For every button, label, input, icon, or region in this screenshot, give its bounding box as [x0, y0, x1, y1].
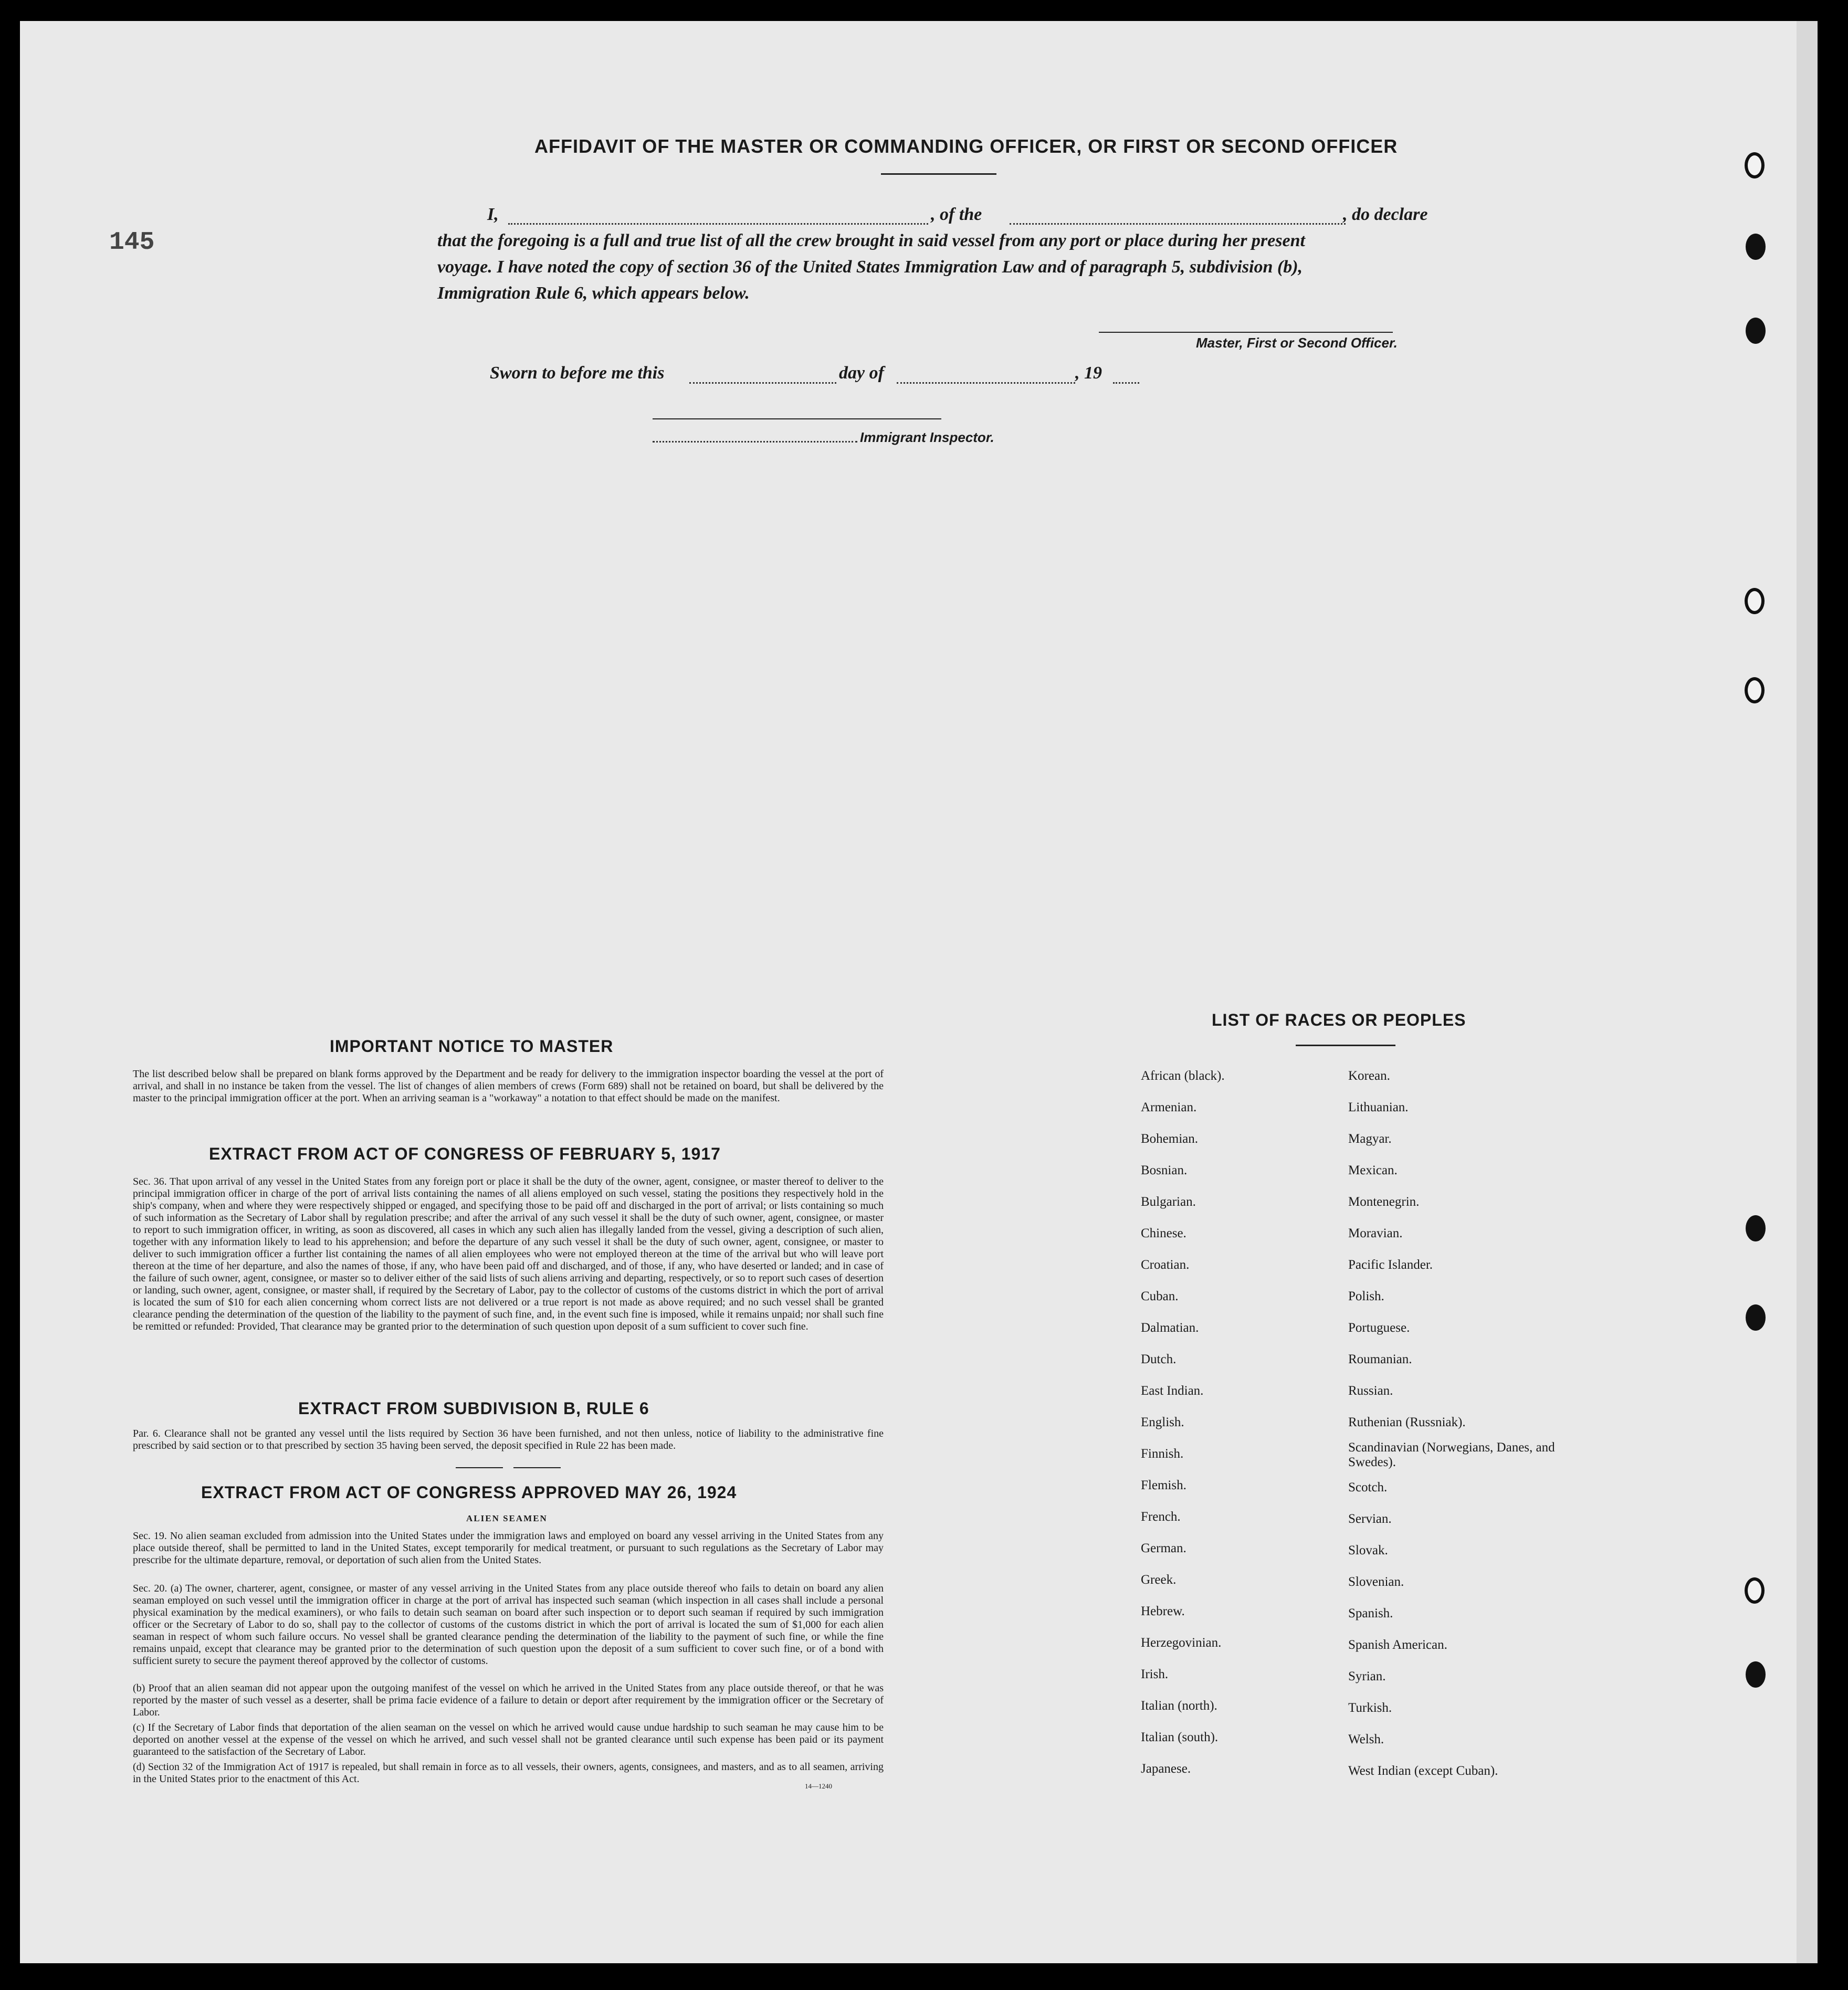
- affidavit-line-3: voyage. I have noted the copy of section 36 of the United States Immigration Law and of paragraph 5, subdivision (b),: [437, 257, 1303, 277]
- extract-1917-text: Sec. 36. That upon arrival of any vessel in the United States from any foreign port or place it shall be the duty of the owner, agent, consignee, or master thereof to deliver to the principal immigration officer in charge of the port of arrival lists containing the names of all aliens employed on such vessel, stating the positions they respectively hold in the ship's company, when and where they were respectively shipped or engaged, and specifying those to be paid off and discharged in the port of arrival; or lists containing so much of such information as the Secretary of Labor shall by regulation prescribe; and after the arrival of any such vessel it shall be the duty of such owner, agent, consignee, or master to report to such immigration officer, in writing, as soon as discovered, all cases in which any such alien has illegally landed from the vessel, giving a description of such alien, together with any information likely to lead to his apprehension; and before the departure of any such vessel it shall be the duty of such owner, agent, consignee, or master to deliver to such immigration officer a further list containing the names of all alien employees who were not employed thereon at the time of the arrival but who will leave port thereon at the time of her departure, and also the names of those, if any, who have been paid off and discharged, and of those, if any, who have deserted or landed; and in case of the failure of such owner, agent, consignee, or master so to deliver either of the said lists of such aliens arriving and departing, respectively, or so to report such cases of desertion or landing, such owner, agent, consignee, or master shall, if required by the Secretary of Labor, pay to the collector of customs of the customs district in which the port of arrival is located the sum of $10 for each alien concerning whom correct lists are not delivered or a true report is not made as above required; and no such vessel shall be granted clearance pending the determination of the question of the liability to the payment of such fine, and, in the event such fine is imposed, while it remains unpaid; nor shall such fine be remitted or refunded: Provided, That clearance may be granted prior to the determination of such question upon deposit of a sum sufficient to cover such fine.: [133, 1176, 884, 1332]
- race-item: French.: [1141, 1510, 1181, 1524]
- divider-2: [513, 1467, 561, 1468]
- race-item: Bosnian.: [1141, 1163, 1188, 1177]
- race-item: Greek.: [1141, 1573, 1177, 1587]
- race-item: Cuban.: [1141, 1289, 1179, 1303]
- race-item: Italian (north).: [1141, 1699, 1217, 1713]
- race-item: English.: [1141, 1415, 1184, 1429]
- extract-rule6-text: Par. 6. Clearance shall not be granted any vessel until the lists required by Section 36 have been furnished, and not then unless, notice of liability to the administrative fine prescribed by said section or to that prescribed by section 35 having been served, the deposit specified in Rule 22 has been made.: [133, 1428, 884, 1451]
- sworn-text: Sworn to before me this: [490, 363, 665, 383]
- race-item: Welsh.: [1348, 1732, 1384, 1746]
- extract-1924-subtitle: ALIEN SEAMEN: [466, 1513, 548, 1523]
- affidavit-line-2: that the foregoing is a full and true list of all the crew brought in said vessel from any port or place during her present: [437, 231, 1305, 250]
- inspector-label: Immigrant Inspector.: [860, 429, 994, 445]
- affidavit-of-the: , of the: [931, 205, 982, 224]
- race-item: Montenegrin.: [1348, 1195, 1420, 1209]
- punch-hole: [1746, 234, 1766, 260]
- punch-hole: [1746, 1215, 1766, 1241]
- punch-hole: [1746, 318, 1766, 344]
- race-item: Herzegovinian.: [1141, 1636, 1222, 1650]
- race-item: Servian.: [1348, 1512, 1392, 1526]
- vessel-blank[interactable]: [1010, 223, 1346, 225]
- section-20a-text: Sec. 20. (a) The owner, charterer, agent, consignee, or master of any vessel arriving in the United States from any place outside thereof who fails to detain on board any alien seaman employed on such vessel until the immigration officer in charge at the port of arrival has inspected such seaman (which inspection in all cases shall include a personal physical examination by the medical examiners), or who fails to detain such seaman on board after such inspection or to deport such seaman if required by such immigration officer or the Secretary of Labor to do so, shall pay to the collector of customs of the customs district in which the port of arrival is located the sum of $1,000 for each alien seaman in respect of whom such failure occurs. No vessel shall be granted clearance pending the determination of the liability to the payment of such fine, or while the fine remains unpaid, except that clearance may be granted prior to the determination of such question upon the deposit of a sum sufficient to cover such fine, or of a bond with sufficient surety to secure the payment thereof approved by the collector of customs.: [133, 1583, 884, 1667]
- affidavit-title: AFFIDAVIT OF THE MASTER OR COMMANDING OFFICER, OR FIRST OR SECOND OFFICER: [534, 135, 1398, 157]
- inspector-name-blank[interactable]: [653, 441, 857, 443]
- punch-hole: [1745, 1577, 1765, 1604]
- affidavit-i: I,: [487, 205, 499, 224]
- race-item: Flemish.: [1141, 1478, 1186, 1492]
- punch-hole: [1745, 677, 1765, 703]
- affidavit-line-4: Immigration Rule 6, which appears below.: [437, 283, 750, 303]
- race-item: Finnish.: [1141, 1447, 1184, 1461]
- document-sheet: [20, 21, 1807, 1963]
- section-20b-text: (b) Proof that an alien seaman did not appear upon the outgoing manifest of the vessel on which he arrived in the United States from any place outside thereof, or that he was reported by the master of such vessel as a deserter, shall be prima facie evidence of a failure to detain or deport after requirement by the immigration officer or the Secretary of Labor.: [133, 1682, 884, 1718]
- divider-1: [456, 1467, 503, 1468]
- race-item: Slovenian.: [1348, 1575, 1404, 1589]
- race-item: Polish.: [1348, 1289, 1384, 1303]
- race-item: Moravian.: [1348, 1226, 1403, 1240]
- race-item: Lithuanian.: [1348, 1100, 1409, 1114]
- race-item: Syrian.: [1348, 1669, 1386, 1683]
- race-item: Pacific Islander.: [1348, 1258, 1433, 1272]
- page-edge: [1797, 21, 1818, 1963]
- race-item: Magyar.: [1348, 1132, 1392, 1146]
- race-item: Scandinavian (Norwegians, Danes, and Swedes).: [1348, 1440, 1555, 1469]
- race-item: Armenian.: [1141, 1100, 1197, 1114]
- section-20d-text: (d) Section 32 of the Immigration Act of 1917 is repealed, but shall remain in force as to all vessels, their owners, agents, consignees, and masters, and as to all seamen, arriving in the United States prior to the enactment of this Act.: [133, 1761, 884, 1785]
- race-item: East Indian.: [1141, 1384, 1204, 1398]
- race-item: West Indian (except Cuban).: [1348, 1764, 1498, 1778]
- punch-hole: [1745, 152, 1765, 178]
- race-item: Scotch.: [1348, 1480, 1388, 1494]
- punch-hole: [1746, 1304, 1766, 1331]
- section-19-text: Sec. 19. No alien seaman excluded from admission into the United States under the immigration laws and employed on board any vessel arriving in the United States from any place outside thereof, shall be permitted to land in the United States, except temporarily for medical treatment, or pursuant to such regulations as the Secretary of Labor may prescribe for the ultimate departure, removal, or deportation of such alien from the United States.: [133, 1530, 884, 1566]
- day-blank[interactable]: [689, 382, 836, 384]
- form-number: 14—1240: [805, 1782, 832, 1790]
- races-left-column: [1141, 1060, 1319, 1785]
- extract-1917-title: EXTRACT FROM ACT OF CONGRESS OF FEBRUARY 5, 1917: [209, 1144, 721, 1163]
- race-item: German.: [1141, 1541, 1186, 1555]
- races-title-rule: [1296, 1045, 1395, 1046]
- race-item: Hebrew.: [1141, 1604, 1185, 1618]
- race-item: Dalmatian.: [1141, 1321, 1199, 1335]
- races-title: LIST OF RACES OR PEOPLES: [1212, 1010, 1466, 1029]
- races-right-column: [1348, 1060, 1569, 1787]
- race-item: Italian (south).: [1141, 1730, 1219, 1744]
- race-item: Korean.: [1348, 1069, 1390, 1083]
- day-of-text: day of: [839, 363, 884, 383]
- race-item: African (black).: [1141, 1069, 1225, 1083]
- race-item: Croatian.: [1141, 1258, 1190, 1272]
- race-item: Chinese.: [1141, 1226, 1186, 1240]
- race-item: Slovak.: [1348, 1543, 1388, 1557]
- section-20c-text: (c) If the Secretary of Labor finds that deportation of the alien seaman on the vessel on which he arrived would cause undue hardship to such seaman he may cause him to be deported on another vessel at the expense of the vessel on which he arrived, and such vessel shall not be granted clearance until such expense has been paid or its payment guaranteed to the satisfaction of the Secretary of Labor.: [133, 1722, 884, 1757]
- race-item: Turkish.: [1348, 1701, 1392, 1715]
- affidavit-do-declare: , do declare: [1343, 205, 1428, 224]
- inspector-signature-line[interactable]: [653, 418, 941, 419]
- race-item: Ruthenian (Russniak).: [1348, 1415, 1466, 1429]
- master-signature-line[interactable]: [1099, 332, 1393, 333]
- race-item: Mexican.: [1348, 1163, 1398, 1177]
- punch-hole: [1745, 588, 1765, 614]
- race-item: Japanese.: [1141, 1762, 1191, 1776]
- race-item: Irish.: [1141, 1667, 1169, 1681]
- race-item: Dutch.: [1141, 1352, 1177, 1366]
- year-text: , 19: [1075, 363, 1102, 383]
- extract-rule6-title: EXTRACT FROM SUBDIVISION B, RULE 6: [298, 1399, 649, 1418]
- master-signature-label: Master, First or Second Officer.: [1196, 335, 1398, 351]
- race-item: Spanish.: [1348, 1606, 1393, 1620]
- year-blank[interactable]: [1113, 382, 1139, 384]
- notice-text: The list described below shall be prepared on blank forms approved by the Department and be ready for delivery to the immigration inspector boarding the vessel at the port of arrival, and shall in no instance be taken from the vessel. The list of changes of alien members of crews (Form 689) shall not be retained on board, but shall be delivered by the master to the principal immigration officer at the port. When an arriving seaman is a "workaway" a notation to that effect should be made on the manifest.: [133, 1068, 884, 1104]
- title-rule: [881, 173, 996, 175]
- month-blank[interactable]: [897, 382, 1075, 384]
- name-blank[interactable]: [508, 223, 928, 225]
- margin-number: 145: [109, 228, 155, 257]
- race-item: Spanish American.: [1348, 1638, 1447, 1652]
- race-item: Roumanian.: [1348, 1352, 1412, 1366]
- extract-1924-title: EXTRACT FROM ACT OF CONGRESS APPROVED MAY 26, 1924: [201, 1483, 737, 1502]
- race-item: Bulgarian.: [1141, 1195, 1196, 1209]
- race-item: Portuguese.: [1348, 1321, 1410, 1335]
- race-item: Bohemian.: [1141, 1132, 1199, 1146]
- race-item: Russian.: [1348, 1384, 1393, 1398]
- notice-title: IMPORTANT NOTICE TO MASTER: [330, 1037, 614, 1056]
- punch-hole: [1746, 1661, 1766, 1688]
